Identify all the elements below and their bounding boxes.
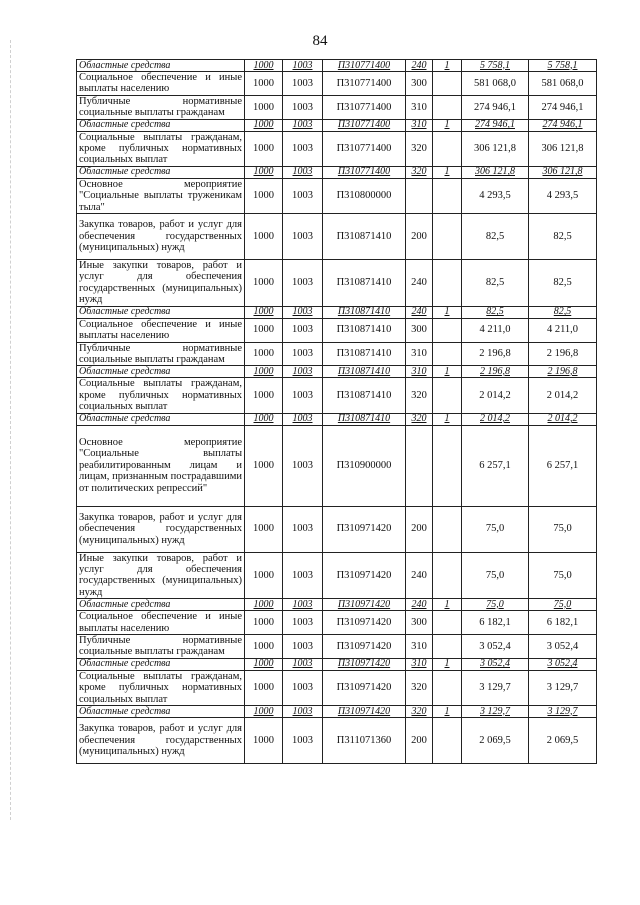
section-code-cell: 1000	[245, 552, 283, 599]
subsection-code-cell	[283, 706, 323, 718]
section-code-cell	[245, 166, 283, 178]
row-name-cell: Областные средства	[77, 119, 245, 131]
expense-type-cell: 310	[406, 342, 433, 366]
table-row	[77, 342, 597, 366]
section-code-cell: 1000	[245, 318, 283, 342]
expense-type-cell	[406, 658, 433, 670]
row-name-cell: Областные средства	[77, 706, 245, 718]
subsection-code-cell: 1003	[283, 552, 323, 599]
row-name-cell: Областные средства	[77, 60, 245, 72]
target-article-cell: П310900000	[323, 425, 406, 506]
table-row	[77, 634, 597, 658]
amount-cell: 3 052,4	[462, 634, 529, 658]
subsection-code-cell: 1003	[283, 72, 323, 96]
amount-cell-2: 82,5	[529, 214, 597, 260]
table-body	[77, 60, 597, 764]
source-code-cell	[433, 506, 462, 552]
amount-cell: 2 196,8	[462, 342, 529, 366]
section-code-cell	[245, 60, 283, 72]
section-code-cell: 1000	[245, 342, 283, 366]
source-code-cell	[433, 425, 462, 506]
subsection-code-cell	[283, 119, 323, 131]
section-code-cell: 1000	[245, 506, 283, 552]
expense-type-cell	[406, 60, 433, 72]
target-article-cell	[323, 366, 406, 378]
target-article-cell	[323, 706, 406, 718]
cell-value: 306 121,8	[542, 166, 583, 178]
expense-type-cell: 320	[406, 670, 433, 705]
source-code-cell	[433, 552, 462, 599]
subsection-code-cell: 1003	[283, 378, 323, 413]
source-code-cell	[433, 60, 462, 72]
cell-value: 1	[444, 306, 450, 318]
section-code-cell: 1000	[245, 378, 283, 413]
amount-cell: 75,0	[462, 552, 529, 599]
row-name-cell: Основное мероприятие "Социальные выплаты реабилитированным лицам и лицам, признанным пострадавшими от политических репрессий"	[77, 425, 245, 506]
amount-cell: 3 129,7	[462, 670, 529, 705]
amount-cell: 82,5	[462, 214, 529, 260]
cell-value: 320	[411, 705, 427, 717]
subsection-code-cell	[283, 306, 323, 318]
cell-value: 1	[444, 598, 450, 610]
amount-cell-2: 3 052,4	[529, 634, 597, 658]
expense-type-cell	[406, 366, 433, 378]
amount-cell-2	[529, 706, 597, 718]
section-code-cell	[245, 366, 283, 378]
target-article-cell: П310971420	[323, 634, 406, 658]
expense-type-cell: 300	[406, 611, 433, 635]
amount-cell: 4 211,0	[462, 318, 529, 342]
cell-value: 75,0	[553, 598, 572, 610]
cell-value: 1003	[292, 119, 313, 131]
table-row	[77, 378, 597, 413]
section-code-cell: 1000	[245, 72, 283, 96]
source-code-cell	[433, 119, 462, 131]
row-name-cell: Основное мероприятие "Социальные выплаты труженикам тыла"	[77, 178, 245, 213]
subsection-code-cell: 1003	[283, 634, 323, 658]
cell-value: 2 196,8	[480, 365, 510, 377]
amount-cell-2: 4 211,0	[529, 318, 597, 342]
row-name-cell: Публичные нормативные социальные выплаты гражданам	[77, 342, 245, 366]
cell-value: 274 946,1	[475, 119, 515, 131]
cell-value: П310771400	[337, 119, 391, 131]
subsection-code-cell: 1003	[283, 318, 323, 342]
section-code-cell	[245, 706, 283, 718]
amount-cell: 75,0	[462, 506, 529, 552]
amount-cell: 581 068,0	[462, 72, 529, 96]
cell-value: 1	[444, 119, 450, 131]
section-code-cell: 1000	[245, 214, 283, 260]
table-row-regional-funds	[77, 366, 597, 378]
cell-value: 3 129,7	[480, 705, 510, 717]
expense-type-cell: 240	[406, 260, 433, 307]
row-name-cell: Иные закупки товаров, работ и услуг для обеспечения государственных (муниципальных) нужд	[77, 552, 245, 599]
cell-value: 1003	[292, 306, 313, 318]
amount-cell-2: 306 121,8	[529, 131, 597, 166]
table-row-regional-funds	[77, 306, 597, 318]
amount-cell	[462, 166, 529, 178]
target-article-cell: П310871410	[323, 260, 406, 307]
target-article-cell	[323, 119, 406, 131]
table-row	[77, 718, 597, 764]
section-code-cell	[245, 658, 283, 670]
cell-value: 1003	[292, 365, 313, 377]
table-row	[77, 506, 597, 552]
row-name-cell: Социальные выплаты гражданам, кроме публичных нормативных социальных выплат	[77, 131, 245, 166]
cell-value: П310971420	[337, 598, 391, 610]
target-article-cell: П310771400	[323, 72, 406, 96]
cell-value: 240	[411, 306, 427, 318]
amount-cell: 2 014,2	[462, 378, 529, 413]
amount-cell-2: 2 014,2	[529, 378, 597, 413]
expense-type-cell	[406, 425, 433, 506]
margin-line	[10, 40, 12, 820]
source-code-cell	[433, 318, 462, 342]
budget-table	[76, 59, 597, 764]
amount-cell	[462, 60, 529, 72]
row-name-cell: Областные средства	[77, 166, 245, 178]
subsection-code-cell: 1003	[283, 214, 323, 260]
table-row-regional-funds	[77, 599, 597, 611]
source-code-cell	[433, 634, 462, 658]
cell-value: 1	[444, 413, 450, 425]
section-code-cell: 1000	[245, 634, 283, 658]
source-code-cell	[433, 72, 462, 96]
section-code-cell	[245, 413, 283, 425]
expense-type-cell	[406, 166, 433, 178]
expense-type-cell	[406, 599, 433, 611]
table-row	[77, 72, 597, 96]
row-name-cell: Публичные нормативные социальные выплаты гражданам	[77, 634, 245, 658]
cell-value: 1	[444, 705, 450, 717]
expense-type-cell: 200	[406, 214, 433, 260]
amount-cell	[462, 413, 529, 425]
cell-value: 1003	[292, 413, 313, 425]
expense-type-cell: 310	[406, 634, 433, 658]
source-code-cell	[433, 131, 462, 166]
table-row	[77, 611, 597, 635]
amount-cell: 82,5	[462, 260, 529, 307]
cell-value: П310871410	[337, 413, 391, 425]
subsection-code-cell: 1003	[283, 95, 323, 119]
row-name-cell: Социальные выплаты гражданам, кроме публичных нормативных социальных выплат	[77, 670, 245, 705]
source-code-cell	[433, 718, 462, 764]
amount-cell: 6 182,1	[462, 611, 529, 635]
amount-cell	[462, 599, 529, 611]
expense-type-cell	[406, 178, 433, 213]
subsection-code-cell	[283, 413, 323, 425]
table-row-regional-funds	[77, 413, 597, 425]
cell-value: 274 946,1	[542, 119, 583, 131]
amount-cell-2: 82,5	[529, 260, 597, 307]
cell-value: 1000	[253, 365, 274, 377]
row-name-cell: Областные средства	[77, 658, 245, 670]
expense-type-cell	[406, 706, 433, 718]
table-row	[77, 131, 597, 166]
amount-cell: 6 257,1	[462, 425, 529, 506]
target-article-cell: П310871410	[323, 318, 406, 342]
cell-value: П310971420	[337, 705, 391, 717]
source-code-cell	[433, 611, 462, 635]
table-row	[77, 425, 597, 506]
source-code-cell	[433, 658, 462, 670]
source-code-cell	[433, 366, 462, 378]
amount-cell-2	[529, 599, 597, 611]
cell-value: 240	[411, 59, 427, 71]
amount-cell	[462, 658, 529, 670]
amount-cell-2: 2 196,8	[529, 342, 597, 366]
cell-value: 2 014,2	[547, 413, 578, 425]
amount-cell-2: 274 946,1	[529, 95, 597, 119]
subsection-code-cell: 1003	[283, 131, 323, 166]
cell-value: П310771400	[337, 166, 391, 178]
source-code-cell	[433, 342, 462, 366]
amount-cell	[462, 366, 529, 378]
source-code-cell	[433, 306, 462, 318]
table-row-regional-funds	[77, 166, 597, 178]
row-name-cell: Областные средства	[77, 413, 245, 425]
section-code-cell: 1000	[245, 718, 283, 764]
section-code-cell: 1000	[245, 425, 283, 506]
source-code-cell	[433, 413, 462, 425]
cell-value: 1000	[253, 705, 274, 717]
subsection-code-cell	[283, 599, 323, 611]
expense-type-cell: 300	[406, 318, 433, 342]
table-row	[77, 670, 597, 705]
cell-value: 1	[444, 59, 450, 71]
expense-type-cell: 320	[406, 131, 433, 166]
row-name-cell: Социальное обеспечение и иные выплаты населению	[77, 318, 245, 342]
row-name-cell: Закупка товаров, работ и услуг для обеспечения государственных (муниципальных) нужд	[77, 214, 245, 260]
cell-value: 1003	[292, 59, 313, 71]
target-article-cell	[323, 306, 406, 318]
table-row	[77, 318, 597, 342]
section-code-cell: 1000	[245, 260, 283, 307]
subsection-code-cell: 1003	[283, 611, 323, 635]
subsection-code-cell: 1003	[283, 506, 323, 552]
cell-value: 320	[411, 413, 427, 425]
subsection-code-cell: 1003	[283, 178, 323, 213]
subsection-code-cell: 1003	[283, 260, 323, 307]
expense-type-cell: 320	[406, 378, 433, 413]
section-code-cell: 1000	[245, 670, 283, 705]
target-article-cell: П311071360	[323, 718, 406, 764]
table-row	[77, 552, 597, 599]
cell-value: 1	[444, 166, 450, 178]
target-article-cell: П310971420	[323, 506, 406, 552]
cell-value: 2 196,8	[547, 365, 578, 377]
table-row-regional-funds	[77, 706, 597, 718]
cell-value: 1000	[253, 598, 274, 610]
expense-type-cell: 310	[406, 95, 433, 119]
source-code-cell	[433, 260, 462, 307]
target-article-cell: П310871410	[323, 342, 406, 366]
cell-value: 1000	[253, 119, 274, 131]
expense-type-cell	[406, 413, 433, 425]
table-row-regional-funds	[77, 658, 597, 670]
section-code-cell	[245, 306, 283, 318]
amount-cell	[462, 119, 529, 131]
cell-value: 1	[444, 365, 450, 377]
expense-type-cell: 200	[406, 718, 433, 764]
target-article-cell: П310971420	[323, 611, 406, 635]
cell-value: 1000	[253, 59, 274, 71]
row-name-cell: Социальное обеспечение и иные выплаты населению	[77, 611, 245, 635]
expense-type-cell: 240	[406, 552, 433, 599]
expense-type-cell	[406, 119, 433, 131]
section-code-cell	[245, 599, 283, 611]
amount-cell-2: 4 293,5	[529, 178, 597, 213]
target-article-cell: П310771400	[323, 131, 406, 166]
row-name-cell: Публичные нормативные социальные выплаты гражданам	[77, 95, 245, 119]
cell-value: 2 014,2	[480, 413, 510, 425]
table-row	[77, 178, 597, 213]
cell-value: П310871410	[337, 365, 391, 377]
target-article-cell	[323, 413, 406, 425]
section-code-cell: 1000	[245, 178, 283, 213]
table-row	[77, 95, 597, 119]
cell-value: П310971420	[337, 658, 391, 670]
amount-cell-2: 581 068,0	[529, 72, 597, 96]
section-code-cell	[245, 119, 283, 131]
source-code-cell	[433, 178, 462, 213]
amount-cell-2	[529, 366, 597, 378]
cell-value: 1000	[253, 658, 274, 670]
source-code-cell	[433, 706, 462, 718]
expense-type-cell: 200	[406, 506, 433, 552]
amount-cell-2: 75,0	[529, 552, 597, 599]
amount-cell: 2 069,5	[462, 718, 529, 764]
cell-value: 82,5	[486, 306, 504, 318]
subsection-code-cell	[283, 366, 323, 378]
amount-cell-2	[529, 60, 597, 72]
amount-cell-2: 3 129,7	[529, 670, 597, 705]
cell-value: 240	[411, 598, 427, 610]
amount-cell-2	[529, 658, 597, 670]
target-article-cell	[323, 166, 406, 178]
source-code-cell	[433, 378, 462, 413]
cell-value: 3 129,7	[547, 705, 578, 717]
source-code-cell	[433, 670, 462, 705]
amount-cell-2: 6 257,1	[529, 425, 597, 506]
target-article-cell	[323, 658, 406, 670]
row-name-cell: Областные средства	[77, 306, 245, 318]
cell-value: 310	[411, 119, 427, 131]
target-article-cell: П310971420	[323, 552, 406, 599]
subsection-code-cell	[283, 166, 323, 178]
amount-cell	[462, 706, 529, 718]
subsection-code-cell: 1003	[283, 670, 323, 705]
amount-cell-2: 75,0	[529, 506, 597, 552]
amount-cell-2	[529, 166, 597, 178]
cell-value: 1003	[292, 166, 313, 178]
amount-cell-2: 2 069,5	[529, 718, 597, 764]
cell-value: П310771400	[337, 59, 391, 71]
row-name-cell: Закупка товаров, работ и услуг для обеспечения государственных (муниципальных) нужд	[77, 506, 245, 552]
cell-value: 82,5	[553, 306, 572, 318]
cell-value: 3 052,4	[480, 658, 510, 670]
table-row-regional-funds	[77, 119, 597, 131]
amount-cell-2	[529, 306, 597, 318]
amount-cell-2: 6 182,1	[529, 611, 597, 635]
table-row-regional-funds	[77, 60, 597, 72]
source-code-cell	[433, 214, 462, 260]
table-row	[77, 214, 597, 260]
source-code-cell	[433, 166, 462, 178]
cell-value: 1000	[253, 306, 274, 318]
section-code-cell: 1000	[245, 131, 283, 166]
row-name-cell: Закупка товаров, работ и услуг для обеспечения государственных (муниципальных) нужд	[77, 718, 245, 764]
subsection-code-cell	[283, 658, 323, 670]
expense-type-cell: 300	[406, 72, 433, 96]
cell-value: 3 052,4	[547, 658, 578, 670]
cell-value: 1003	[292, 705, 313, 717]
cell-value: 310	[411, 658, 427, 670]
row-name-cell: Областные средства	[77, 599, 245, 611]
amount-cell: 4 293,5	[462, 178, 529, 213]
subsection-code-cell: 1003	[283, 718, 323, 764]
target-article-cell: П310771400	[323, 95, 406, 119]
cell-value: 320	[411, 166, 427, 178]
source-code-cell	[433, 95, 462, 119]
expense-type-cell	[406, 306, 433, 318]
target-article-cell: П310871410	[323, 378, 406, 413]
cell-value: П310871410	[337, 306, 391, 318]
target-article-cell	[323, 599, 406, 611]
row-name-cell: Иные закупки товаров, работ и услуг для обеспечения государственных (муниципальных) нужд	[77, 260, 245, 307]
subsection-code-cell: 1003	[283, 425, 323, 506]
row-name-cell: Социальное обеспечение и иные выплаты населению	[77, 72, 245, 96]
amount-cell	[462, 306, 529, 318]
source-code-cell	[433, 599, 462, 611]
table-row	[77, 260, 597, 307]
section-code-cell: 1000	[245, 95, 283, 119]
target-article-cell: П310871410	[323, 214, 406, 260]
cell-value: 1003	[292, 658, 313, 670]
cell-value: 1003	[292, 598, 313, 610]
target-article-cell: П310971420	[323, 670, 406, 705]
cell-value: 1000	[253, 166, 274, 178]
cell-value: 310	[411, 365, 427, 377]
amount-cell: 306 121,8	[462, 131, 529, 166]
cell-value: 75,0	[486, 598, 504, 610]
subsection-code-cell	[283, 60, 323, 72]
cell-value: 1000	[253, 413, 274, 425]
amount-cell: 274 946,1	[462, 95, 529, 119]
target-article-cell: П310800000	[323, 178, 406, 213]
page-number: 84	[312, 33, 328, 49]
amount-cell-2	[529, 119, 597, 131]
cell-value: 5 758,1	[480, 59, 510, 71]
subsection-code-cell: 1003	[283, 342, 323, 366]
amount-cell-2	[529, 413, 597, 425]
cell-value: 5 758,1	[547, 59, 578, 71]
section-code-cell: 1000	[245, 611, 283, 635]
row-name-cell: Социальные выплаты гражданам, кроме публичных нормативных социальных выплат	[77, 378, 245, 413]
cell-value: 306 121,8	[475, 166, 515, 178]
target-article-cell	[323, 60, 406, 72]
cell-value: 1	[444, 658, 450, 670]
row-name-cell: Областные средства	[77, 366, 245, 378]
